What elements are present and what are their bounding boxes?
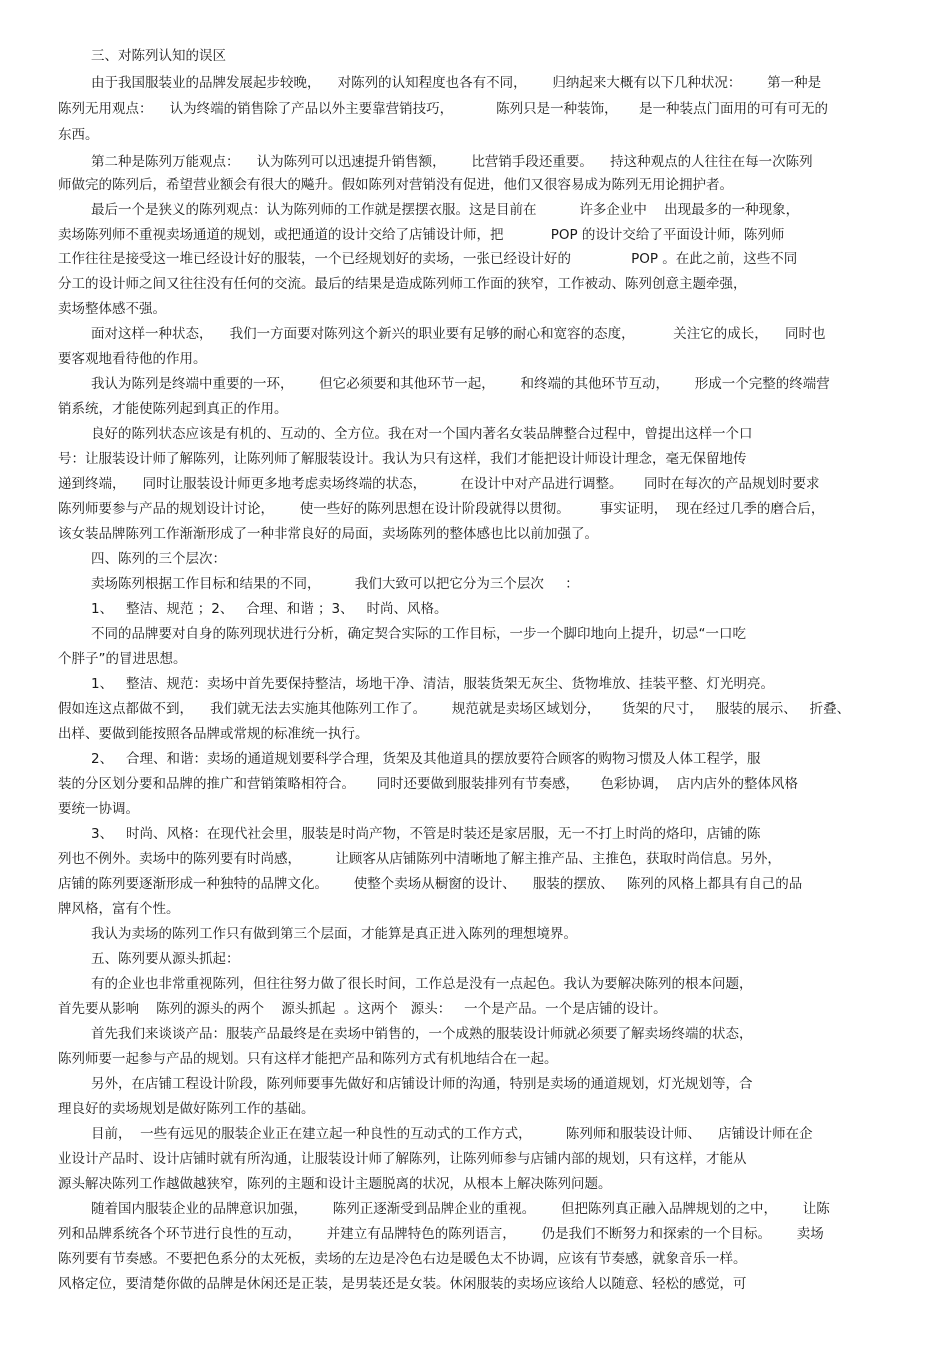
text-line: 源头解决陈列工作越做越狭窄，陈列的主题和设计主题脱离的状况，从根本上解决陈列问题。 (58, 1176, 612, 1192)
text-line: 理良好的卖场规划是做好陈列工作的基础。 (58, 1101, 315, 1117)
text-line: 要统一协调。 (58, 801, 139, 817)
text-line: 首先要从影响 陈列的源头的两个 源头抓起 。这两个 源头： 一个是产品。一个是店铺的设计。 (58, 1001, 667, 1017)
text-line: 1、 整洁、规范 ；2、 合理、和谐 ；3、 时尚、风格。 (91, 601, 448, 617)
text-line: 要客观地看待他的作用。 (58, 351, 207, 367)
text-line: 假如连这点都做不到， 我们就无法去实施其他陈列工作了。 规范就是卖场区域划分， 货架的尺寸， 服装的展示、 折叠、 (58, 701, 851, 717)
text-line: 随着国内服装企业的品牌意识加强， 陈列正逐渐受到品牌企业的重视。 但把陈列真正融入品牌规划的之中， 让陈 (91, 1201, 830, 1217)
text-line: 我认为陈列是终端中重要的一环， 但它必须要和其他环节一起， 和终端的其他环节互动， 形成一个完整的终端营 (91, 376, 830, 392)
text-line: 递到终端， 同时让服装设计师更多地考虑卖场终端的状态， 在设计中对产品进行调整。 同时在每次的产品规划时要求 (58, 476, 820, 492)
text-line: 列和品牌系统各个环节进行良性的互动， 并建立有品牌特色的陈列语言， 仍是我们不断努力和探索的一个目标。 卖场 (58, 1226, 824, 1242)
text-line: 陈列要有节奏感。不要把色系分的太死板，卖场的左边是冷色右边是暖色太不协调，应该有节奏感，就象音乐一样。 (58, 1251, 747, 1267)
text-line: 东西。 (58, 127, 99, 143)
text-line: 面对这样一种状态， 我们一方面要对陈列这个新兴的职业要有足够的耐心和宽容的态度， 关注它的成长， 同时也 (91, 326, 826, 342)
text-line: 师做完的陈列后，希望营业额会有很大的飚升。假如陈列对营销没有促进，他们又很容易成为陈列无用论拥护者。 (58, 177, 733, 193)
text-line: 最后一个是狭义的陈列观点：认为陈列师的工作就是摆摆衣服。这是目前在 许多企业中 出现最多的一种现象， (91, 202, 800, 218)
text-line: 号：让服装设计师了解陈列，让陈列师了解服装设计。我认为只有这样，我们才能把设计师设计理念，毫无保留地传 (58, 451, 747, 467)
text-line: 3、 时尚、风格：在现代社会里，服装是时尚产物，不管是时装还是家居服，无一不打上时尚的烙印，店铺的陈 (91, 826, 761, 842)
text-line: 首先我们来谈谈产品：服装产品最终是在卖场中销售的，一个成熟的服装设计师就必须要了解卖场终端的状态， (91, 1026, 753, 1042)
text-line: 陈列无用观点： 认为终端的销售除了产品以外主要靠营销技巧， 陈列只是一种装饰， 是一种装点门面用的可有可无的 (58, 101, 829, 117)
text-line: 陈列师要一起参与产品的规划。只有这样才能把产品和陈列方式有机地结合在一起。 (58, 1051, 558, 1067)
text-line: 2、 合理、和谐：卖场的通道规划要科学合理，货架及其他道具的摆放要符合顾客的购物习惯及人体工程学，服 (91, 751, 761, 767)
text-line: 业设计产品时、设计店铺时就有所沟通，让服装设计师了解陈列，让陈列师参与店铺内部的规划，只有这样，才能从 (58, 1151, 747, 1167)
text-line: 卖场陈列师不重视卖场通道的规划，或把通道的设计交给了店铺设计师，把 POP 的设计交给了平面设计师，陈列师 (58, 227, 785, 243)
text-line: 装的分区划分要和品牌的推广和营销策略相符合。 同时还要做到服装排列有节奏感， 色彩协调， 店内店外的整体风格 (58, 776, 798, 792)
text-line: 良好的陈列状态应该是有机的、互动的、全方位。我在对一个国内著名女装品牌整合过程中，曾提出这样一个口 (91, 426, 753, 442)
text-line: 出样、要做到能按照各品牌或常规的标准统一执行。 (58, 726, 369, 742)
text-line: 目前， 一些有远见的服装企业正在建立起一种良性的互动式的工作方式， 陈列师和服装设计师、 店铺设计师在企 (91, 1126, 813, 1142)
text-line: 1、 整洁、规范：卖场中首先要保持整洁，场地干净、清洁，服装货架无灰尘、货物堆放、挂装平整、灯光明亮。 (91, 676, 774, 692)
text-line: 店铺的陈列要逐渐形成一种独特的品牌文化。 使整个卖场从橱窗的设计、 服装的摆放、 陈列的风格上都具有自己的品 (58, 876, 803, 892)
text-line: 不同的品牌要对自身的陈列现状进行分析，确定契合实际的工作目标，一步一个脚印地向上提升，切忌“一口吃 (91, 626, 746, 642)
section-heading: 四、陈列的三个层次： (91, 551, 226, 567)
text-line: 卖场陈列根据工作目标和结果的不同， 我们大致可以把它分为三个层次 ： (91, 576, 579, 592)
text-line: 销系统，才能使陈列起到真正的作用。 (58, 401, 288, 417)
text-line: 工作往往是接受这一堆已经设计好的服装，一个已经规划好的卖场，一张已经设计好的 POP 。在此之前，这些不同 (58, 251, 798, 267)
text-line: 个胖子”的冒进思想。 (58, 651, 187, 667)
section-heading: 三、对陈列认知的误区 (91, 48, 226, 64)
text-line: 由于我国服装业的品牌发展起步较晚， 对陈列的认知程度也各有不同， 归纳起来大概有以下几种状况： 第一种是 (91, 75, 822, 91)
text-line: 风格定位，要清楚你做的品牌是休闲还是正装，是男装还是女装。休闲服装的卖场应该给人以随意、轻松的感觉，可 (58, 1276, 747, 1292)
text-line: 分工的设计师之间又往往没有任何的交流。最后的结果是造成陈列师工作面的狭窄，工作被动、陈列创意主题牵强， (58, 276, 747, 292)
text-line: 第二种是陈列万能观点： 认为陈列可以迅速提升销售额， 比营销手段还重要。 持这种观点的人往往在每一次陈列 (91, 154, 813, 170)
text-line: 陈列师要参与产品的规划设计讨论， 使一些好的陈列思想在设计阶段就得以贯彻。 事实证明， 现在经过几季的磨合后， (58, 501, 825, 517)
section-heading: 五、陈列要从源头抓起： (91, 951, 240, 967)
text-line: 有的企业也非常重视陈列，但往往努力做了很长时间，工作总是没有一点起色。我认为要解决陈列的根本问题， (91, 976, 753, 992)
text-line: 牌风格，富有个性。 (58, 901, 180, 917)
text-line: 我认为卖场的陈列工作只有做到第三个层面，才能算是真正进入陈列的理想境界。 (91, 926, 577, 942)
text-line: 列也不例外。卖场中的陈列要有时尚感， 让顾客从店铺陈列中清晰地了解主推产品、主推色，获取时尚信息。另外， (58, 851, 781, 867)
text-line: 另外，在店铺工程设计阶段，陈列师要事先做好和店铺设计师的沟通，特别是卖场的通道规划，灯光规划等，合 (91, 1076, 753, 1092)
text-line: 卖场整体感不强。 (58, 301, 166, 317)
text-line: 该女装品牌陈列工作渐渐形成了一种非常良好的局面，卖场陈列的整体感也比以前加强了。 (58, 526, 598, 542)
